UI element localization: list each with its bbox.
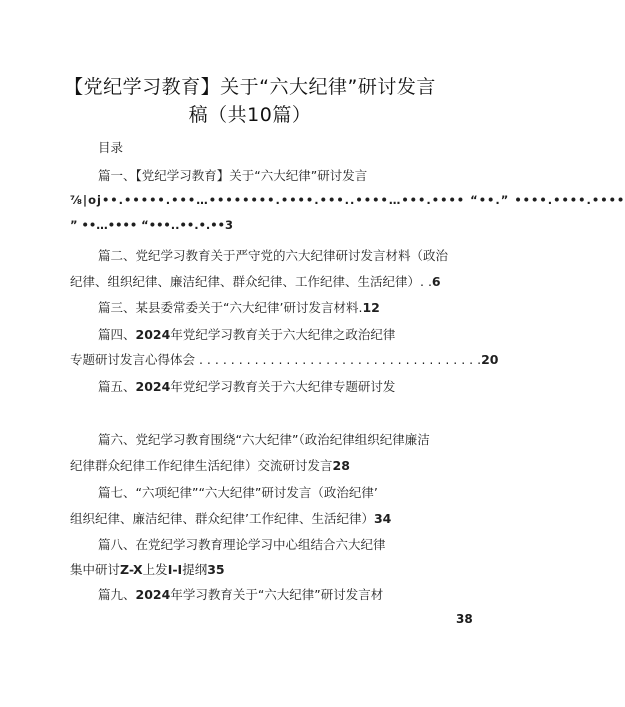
toc-entry-3-text: 篇三、某县委常委关于“六大纪律’研讨发言材料. [98,300,363,315]
toc-entry-3-page: 12 [362,300,380,315]
toc-entry-9-text: 年学习教育关于“六大纪律”研讨发言材 [170,587,384,602]
toc-entry-5-year: 2024 [135,379,171,394]
toc-entry-2-page: 6 [431,274,441,289]
toc-entry-4-page: 20 [481,352,499,367]
toc-entry-7-cont [70,509,391,527]
toc-entry-5-text: 年党纪学习教育关于六大纪律专题研讨发 [170,379,396,394]
toc-entry-6[interactable]: 篇六、党纪学习教育围绕“六大纪律”（政治纪律组织纪律廉洁 [98,432,430,447]
toc-entry-9-prefix: 篇九、 [98,587,136,602]
toc-entry-8-page: 35 [207,562,225,577]
toc-entry-1-leader [70,218,233,232]
toc-entry-2-cont [70,272,441,290]
toc-entry-4[interactable] [98,325,395,343]
toc-entry-3[interactable] [98,298,380,316]
toc-entry-5[interactable] [98,377,395,395]
toc-entry-9[interactable] [98,585,383,603]
toc-entry-8-cont-d: I-I [167,562,183,577]
toc-entry-8[interactable]: 篇八、在党纪学习教育理论学习中心组结合六大纪律 [98,537,386,552]
document-title-line-2: 稿（共10篇） [188,104,312,126]
toc-entry-1-page: 3 [225,218,234,232]
toc-entry-8-cont-b: Z-X [120,562,143,577]
toc-entry-4-cont [70,350,499,368]
toc-entry-4-year: 2024 [135,327,171,342]
toc-entry-9-year: 2024 [135,587,171,602]
toc-entry-1-leader-text: ” ••…•••• “•••..••.•.•• [70,218,226,232]
toc-entry-8-cont-a: 集中研讨 [70,562,121,577]
toc-entry-1[interactable]: 篇一、【党纪学习教育】关于“六大纪律”研讨发言 [98,168,368,183]
toc-entry-4-cont-text: 专题研讨发言心得体会 . . . . . . . . . . . . . . . . . . . . . . . . . . . . . . . . . . . . [70,352,482,367]
toc-entry-5-prefix: 篇五、 [98,379,136,394]
toc-entry-2-cont-text: 纪律、组织纪律、廉洁纪律、群众纪律、工作纪律、生活纪律）. . [70,274,432,289]
page-number: 38 [456,612,473,626]
toc-entry-8-cont-e: 提纲 [182,562,208,577]
toc-entry-4-prefix: 篇四、 [98,327,136,342]
toc-entry-8-cont [70,560,225,578]
toc-heading: 目录 [98,140,124,155]
toc-entry-7-page: 34 [373,511,392,526]
toc-entry-8-cont-c: 上发 [142,562,168,577]
toc-entry-6-page: 28 [332,458,350,473]
toc-entry-6-cont-text: 纪律群众纪律工作纪律生活纪律）交流研讨发言 [70,458,333,473]
document-title-line-1: 【党纪学习教育】关于“六大纪律”研讨发言 [64,76,436,98]
toc-entry-2[interactable]: 篇二、党纪学习教育关于严守党的六大纪律研讨发言材料（政治 [98,248,449,263]
toc-entry-1-garbled: ⅞|oj••.•••••.•••…••••••••.••••.•••..••••…•••.•••• “••.” ••••.••••.•••• [70,193,625,207]
toc-entry-7[interactable]: 篇七、“六项纪律”“六大纪律”研讨发言（政治纪律’ [98,485,378,500]
toc-entry-7-cont-text: 组织纪律、廉洁纪律、群众纪律’工作纪律、生活纪律） [70,511,374,526]
toc-entry-4-text: 年党纪学习教育关于六大纪律之政治纪律 [170,327,396,342]
toc-entry-6-cont [70,456,350,474]
